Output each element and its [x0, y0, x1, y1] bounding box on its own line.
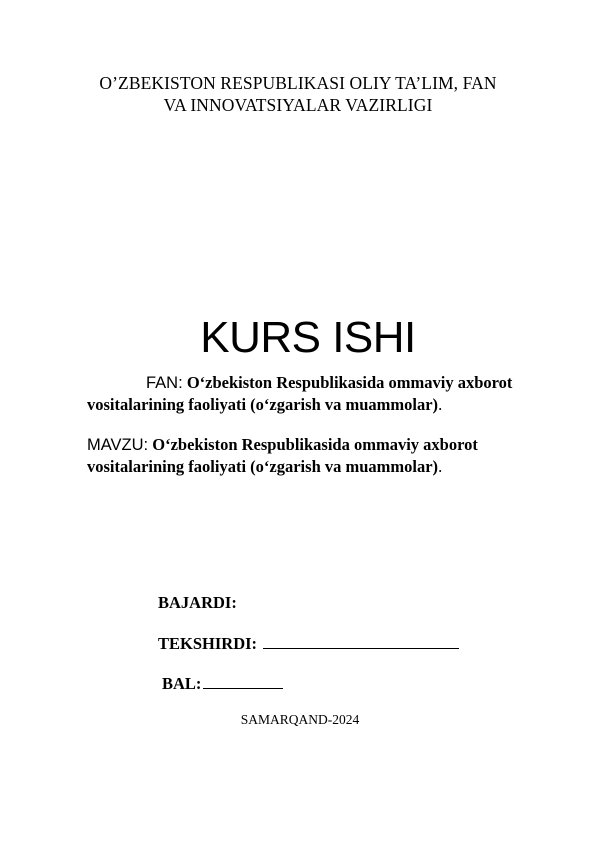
ministry-name-line2: VA INNOVATSIYALAR VAZIRLIGI: [163, 95, 433, 115]
tekshirdi-field: [158, 633, 459, 655]
bajardi-field: [158, 592, 237, 614]
fan-text-line1: O‘zbekiston Respublikasida ommaviy axborot: [186, 373, 513, 392]
ministry-name-line1: O’ZBEKISTON RESPUBLIKASI OLIY TA’LIM, FAN: [99, 73, 497, 93]
mavzu-period: .: [438, 457, 443, 476]
mavzu-topic-line1: [87, 434, 567, 456]
fan-period: .: [438, 395, 443, 414]
mavzu-label: MAVZU:: [87, 436, 149, 454]
tekshirdi-label: TEKSHIRDI:: [158, 634, 258, 653]
fan-label: FAN:: [146, 374, 183, 392]
document-title: KURS ISHI: [200, 313, 416, 362]
mavzu-text-line2: vositalarining faoliyati (o‘zgarish va muammolar): [87, 457, 439, 476]
mavzu-topic-line2: [87, 456, 567, 478]
mavzu-text-line1: O‘zbekiston Respublikasida ommaviy axborot: [152, 435, 478, 454]
fan-subject-line1: [146, 372, 596, 394]
tekshirdi-signature-blank: [263, 633, 459, 649]
bajardi-label: BAJARDI:: [158, 593, 237, 612]
bal-score-blank: [203, 673, 283, 689]
fan-subject-line2: [87, 394, 567, 416]
city-year: SAMARQAND-2024: [240, 712, 360, 727]
bal-field: [162, 673, 283, 695]
bal-label: BAL:: [162, 674, 202, 693]
fan-text-line2: vositalarining faoliyati (o‘zgarish va muammolar): [87, 395, 439, 414]
